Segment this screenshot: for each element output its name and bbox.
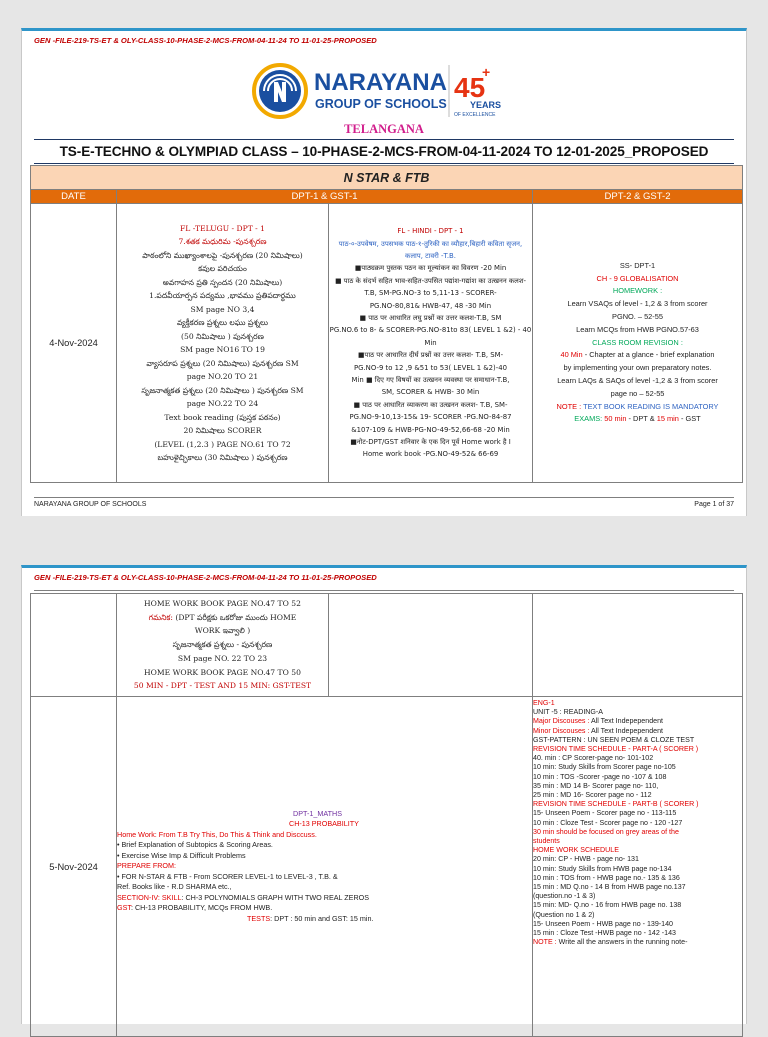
ss-line: page no – 52-55 <box>610 388 665 398</box>
footer-rule <box>34 497 734 498</box>
schedule-row-4-nov <box>31 204 743 483</box>
hindi-line: Home work book -PG.NO-49-52& 66-69 <box>362 450 499 459</box>
ss-text: - GST <box>678 414 701 424</box>
file-reference-line: GEN -FILE-219-TS-ET & OLY-CLASS-10-PHASE-2-MCS-FROM-04-11-24 TO 11-01-25-PROPOSED <box>34 573 377 582</box>
eng-line: students <box>533 837 560 846</box>
maths-title-text: DPT-1_MATHS <box>293 808 342 818</box>
telugu-line: page NO.22 TO 24 <box>186 399 259 408</box>
footer-org: NARAYANA GROUP OF SCHOOLS <box>34 501 147 508</box>
hindi-line: पाठ-०-उपवेषम, उपसभक पाठ-१-तुरिकी का व्यौहार,बिहारी कविता सृजन, कलाप, टावरी -T.B. <box>338 239 523 260</box>
telugu-line: SM page NO16 TO 19 <box>180 345 265 354</box>
telugu-line: HOME WORK BOOK PAGE NO.47 TO 50 <box>144 667 301 677</box>
ss-dpt-cell <box>533 204 743 483</box>
eng-line <box>533 938 742 947</box>
telugu-line: (50 నిమిషాలు ) పునశ్చరణ <box>181 331 264 341</box>
ss-line <box>533 349 742 362</box>
telugu-line: HOME WORK BOOK PAGE NO.47 TO 52 <box>144 598 301 608</box>
eng-line: 15- Unseen Poem - HWB page no - 139-140 <box>533 919 673 928</box>
logo-years-word: YEARS <box>470 100 502 110</box>
eng-label: Minor Discouses : <box>533 726 591 735</box>
maths-line <box>117 903 532 914</box>
maths-text: : DPT : 50 min and GST: 15 min. <box>270 913 374 923</box>
eng-line: 35 min : MD 14 B- Scorer page no- 110, <box>533 781 659 790</box>
file-reference-line: GEN -FILE-219-TS-ET & OLY-CLASS-10-PHASE-2-MCS-FROM-04-11-24 TO 11-01-25-PROPOSED <box>34 36 377 45</box>
eng-line: 10 min : Cloze Test - Scorer page no - 120 -127 <box>533 818 683 827</box>
eng-line: REVISION TIME SCHEDULE - PART-A ( SCORER ) <box>533 745 699 754</box>
eng-line: (question.no -1 & 3) <box>533 892 596 901</box>
eng-line: 10 min: Study Skills from Scorer page no-105 <box>533 763 676 772</box>
ss-title: SS- DPT-1 <box>619 260 656 270</box>
document-page-1 <box>21 28 747 516</box>
maths-title <box>117 809 532 820</box>
logo-sub: GROUP OF SCHOOLS <box>315 97 447 111</box>
telugu-line: పాఠంలోని ముఖ్యాంశాలపై -పునశ్చరణ (20 నిమిషాలు) <box>142 250 303 260</box>
hindi-line: ■ पाठ पर आधारित व्याकरण का उत्खनन कलश- T.B, SM- <box>353 400 508 409</box>
narayana-logo <box>246 55 502 125</box>
hindi-line: ■ पाठ पर आधारित लघु प्रश्नों का उत्तर कलश-T.B, SM <box>359 313 502 322</box>
ss-line: Learn LAQs & SAQs of level -1,2 & 3 from scorer <box>557 375 718 385</box>
page-number: Page 1 of 37 <box>694 501 734 508</box>
ss-exams-label: EXAMS: <box>574 414 605 424</box>
schedule-table <box>30 165 743 483</box>
hindi-line: PG.NO.6 to 8- & SCORER-PG.NO-81to 83( LEVEL 1 &2) - 40 Min <box>329 326 532 347</box>
ss-text: - DPT & <box>626 414 657 424</box>
header-row <box>31 190 743 204</box>
ss-line <box>533 413 742 426</box>
document-page-2 <box>21 565 747 1024</box>
schedule-table-continued <box>30 593 743 1037</box>
telugu-line: 7.శతక మధురిమ -పునశ్చరణ <box>178 237 267 246</box>
telugu-line: (LEVEL (1,2.3 ) PAGE NO.61 TO 72 <box>154 439 291 449</box>
eng-line <box>533 727 742 736</box>
logo-excellence: OF EXCELLENCE <box>454 112 496 118</box>
eng-line: GST-PATTERN : UN SEEN POEM & CLOZE TEST <box>533 735 695 744</box>
date-cell-empty <box>31 594 117 697</box>
maths-line <box>117 914 532 925</box>
eng-line: 10 min : TOS -Scorer -page no -107 & 108 <box>533 772 667 781</box>
telugu-text: (DPT పరీక్షకు ఒకరోజు ముందు HOME <box>175 612 297 622</box>
maths-line: • Brief Explanation of Subtopics & Scoring Areas. <box>117 840 273 850</box>
header-rule <box>34 590 734 591</box>
ss-line: by implementing your own preparatory notes. <box>563 363 712 373</box>
telugu-line: 1.పదవీయార్పన పద్యము ,భావము ప్రతిపదార్థము <box>149 291 296 300</box>
state-heading: TELANGANA <box>344 122 424 136</box>
hindi-line: PG.NO-9-10,13-15& 19- SCORER -PG.NO-84-87 <box>349 413 512 422</box>
telugu-line: Text book reading (పుస్తక పఠనం) <box>164 412 281 422</box>
ss-exam-dpt: 50 min <box>604 414 627 424</box>
telugu-line: page NO.20 TO 21 <box>186 372 259 381</box>
ss-line: Learn MCQs from HWB PGNO.57-63 <box>576 324 699 334</box>
maths-chapter: CH-13 PROBABILITY <box>289 819 359 829</box>
hindi-line: ■पाठ्यक्रम पुस्तक पठन का मूल्यांकन का विवरण -20 Min <box>354 264 507 273</box>
eng-line: REVISION TIME SCHEDULE - PART-B ( SCORER ) <box>533 800 699 809</box>
eng-line: 15 min : MD Q.no - 14 B from HWB page no.137 <box>533 883 686 892</box>
telugu-line: SM page NO 3,4 <box>190 304 255 314</box>
maths-text: : CH-3 POLYNOMIALS GRAPH WITH TWO REAL ZEROS <box>181 892 370 902</box>
telugu-line <box>117 611 328 625</box>
date-cell: 4-Nov-2024 <box>31 204 117 483</box>
svg-text:+: + <box>482 64 491 80</box>
maths-line <box>117 893 532 904</box>
eng-line: HOME WORK SCHEDULE <box>533 846 619 855</box>
telugu-note-label: గమనిక: <box>148 612 176 622</box>
telugu-line: SM page NO. 22 TO 23 <box>177 653 268 663</box>
telugu-line: WORK ఇవ్వాలి ) <box>194 626 251 636</box>
eng-line: 15 min : Cloze Test -HWB page no - 142 -143 <box>533 929 676 938</box>
ss-note-label: NOTE : <box>556 401 584 411</box>
maths-line: • Exercise Wise Imp & Difficult Problems <box>117 850 246 860</box>
empty-cell <box>329 594 533 697</box>
maths-text: : CH-13 PROBABILITY, MCQs FROM HWB. <box>130 903 273 913</box>
english-dpt-cell <box>533 697 743 1037</box>
eng-line: (Question no 1 & 2) <box>533 910 595 919</box>
maths-line: • FOR N-STAR & FTB - From SCORER LEVEL-1 to LEVEL-3 , T.B. & <box>117 871 338 881</box>
eng-text: All Text Indepependent <box>590 726 663 735</box>
hindi-line: ■ पाठ के संदर्भ सहित भाव-सहित-उपसित पद्यांश-गद्यांश का उत्खनन कलश-T.B, SM-PG.NO-3 to 5,11-13 - SCORER- <box>334 276 527 298</box>
header-dpt2-gst2: DPT-2 & GST-2 <box>533 190 743 204</box>
ss-chapter: CH - 9 GLOBALISATION <box>596 273 679 283</box>
eng-line: ENG-1 <box>533 699 555 707</box>
eng-line: 10 min: Study Skills from HWB page no-134 <box>533 864 672 873</box>
page-footer <box>34 501 734 508</box>
eng-note-label: NOTE : <box>533 938 559 947</box>
telugu-line: కవుల పరిచయం <box>198 264 247 273</box>
schedule-row-continued <box>31 594 743 697</box>
eng-line <box>533 717 742 726</box>
ss-homework-label: HOMEWORK : <box>612 286 663 296</box>
hindi-line: SM, SCORER & HWB- 30 Min <box>381 388 480 397</box>
eng-line: 10 min : TOS from - HWB page no.- 135 & 136 <box>533 873 680 882</box>
eng-line: 30 min should be focused on grey areas of the <box>533 827 679 836</box>
hindi-dpt-cell <box>329 204 533 483</box>
eng-line: 15 min: MD- Q.no - 16 from HWB page no. 138 <box>533 901 682 910</box>
telugu-test-line: 50 MIN - DPT - TEST AND 15 MIN: GST-TEST <box>133 681 312 691</box>
eng-label: Major Discouses : <box>533 717 591 726</box>
ss-exam-gst: 15 min <box>656 414 679 424</box>
maths-skill-label: SECTION-IV: SKILL <box>117 892 182 902</box>
hindi-line: ■पाठ पर आधारित दीर्घ प्रश्नों का उत्तर कलश- T.B, SM- <box>357 351 504 360</box>
ss-line <box>533 401 742 414</box>
telugu-line: సృజనాత్మకత ప్రశ్నలు - పునశ్చరణ <box>172 640 273 650</box>
telugu-dpt-cell <box>117 204 329 483</box>
maths-dpt-cell <box>117 697 533 1037</box>
maths-line: Ref. Books like - R.D SHARMA etc., <box>117 882 232 892</box>
telugu-line: వ్యాసరూప ప్రశ్నలు (20 నిమిషాలు) పునశ్చరణ SM <box>146 358 299 368</box>
header-date: DATE <box>31 190 117 204</box>
hindi-line: PG.NO-80,81& HWB-47, 48 -30 Min <box>369 301 492 310</box>
hindi-line: ■नोट-DPT/GST शनिवार के एक दिन पूर्व Home work है I <box>350 438 511 447</box>
ss-line: Learn VSAQs of level - 1,2 & 3 from scorer <box>567 299 708 309</box>
eng-text: Write all the answers in the running note- <box>558 938 688 947</box>
telugu-subject: FL -TELUGU - DPT - 1 <box>179 223 265 233</box>
eng-line: UNIT -5 : READING-A <box>533 708 604 717</box>
ss-revision-minutes: 40 Min <box>560 350 583 360</box>
hindi-line: PG.NO-9 to 12 ,9 &51 to 53( LEVEL 1 &2)-40 <box>354 363 507 372</box>
title-bottom-rule <box>34 163 734 164</box>
title-top-rule <box>34 139 734 140</box>
eng-line: 40. min : CP Scorer-page no- 101-102 <box>533 754 654 763</box>
ss-text: - Chapter at a glance - brief explanation <box>582 350 715 360</box>
ss-line: PGNO. – 52-55 <box>612 312 663 321</box>
logo-years-number: 45 <box>454 72 486 103</box>
telugu-continued-cell <box>117 594 329 697</box>
telugu-line: బహుళైచ్ఛికాలు (30 నిమిషాలు ) పునశ్చరణ <box>157 453 288 462</box>
date-cell: 5-Nov-2024 <box>31 697 117 1037</box>
eng-text: All Text Indepependent <box>590 717 663 726</box>
telugu-line: సృజనాత్మకత ప్రశ్నలు (20 నిమిషాలు ) పునశ్చరణ SM <box>141 385 304 395</box>
ss-note: TEXT BOOK READING IS MANDATORY <box>583 401 719 411</box>
telugu-line: అవగాహన ప్రతి స్పందన (20 నిమిషాలు) <box>162 277 283 287</box>
maths-gst-label: GST <box>117 903 131 913</box>
schedule-row-5-nov <box>31 697 743 1037</box>
hindi-line: Min ■ दिए गए विषयों का उत्खनन व्यवस्था पर समाधान-T.B, <box>351 376 510 385</box>
eng-line: 15- Unseen Poem - Scorer page no - 113-115 <box>533 809 677 818</box>
document-title: TS-E-TECHNO & OLYMPIAD CLASS – 10-PHASE-2-MCS-FROM-04-11-2024 TO 12-01-2025_PROPOSED <box>59 144 709 159</box>
telugu-line: వ్యక్తీకరణ ప్రశ్నలు లఘు ప్రశ్నలు <box>176 318 269 327</box>
ss-revision-label: CLASS ROOM REVISION : <box>592 337 683 347</box>
hindi-subject: FL - HINDI - DPT - 1 <box>397 227 464 236</box>
maths-homework: Home Work: From T.B Try This, Do This & Think and Disccuss. <box>117 829 317 839</box>
eng-line: 25 min : MD 16- Scorer page no - 112 <box>533 791 652 800</box>
maths-prepare-label: PREPARE FROM: <box>117 861 176 871</box>
batch-band: N STAR & FTB <box>31 166 743 190</box>
logo-brand: NARAYANA <box>314 69 447 96</box>
telugu-line: 20 నిమిషాలు SCORER <box>183 426 262 435</box>
eng-line: 20 min: CP - HWB - page no- 131 <box>533 855 639 864</box>
empty-cell <box>533 594 743 697</box>
header-dpt1-gst1: DPT-1 & GST-1 <box>117 190 533 204</box>
hindi-line: &107-109 & HWB-PG-NO-49-52,66-68 -20 Min <box>351 425 510 434</box>
maths-tests-label: TESTS <box>247 913 271 923</box>
